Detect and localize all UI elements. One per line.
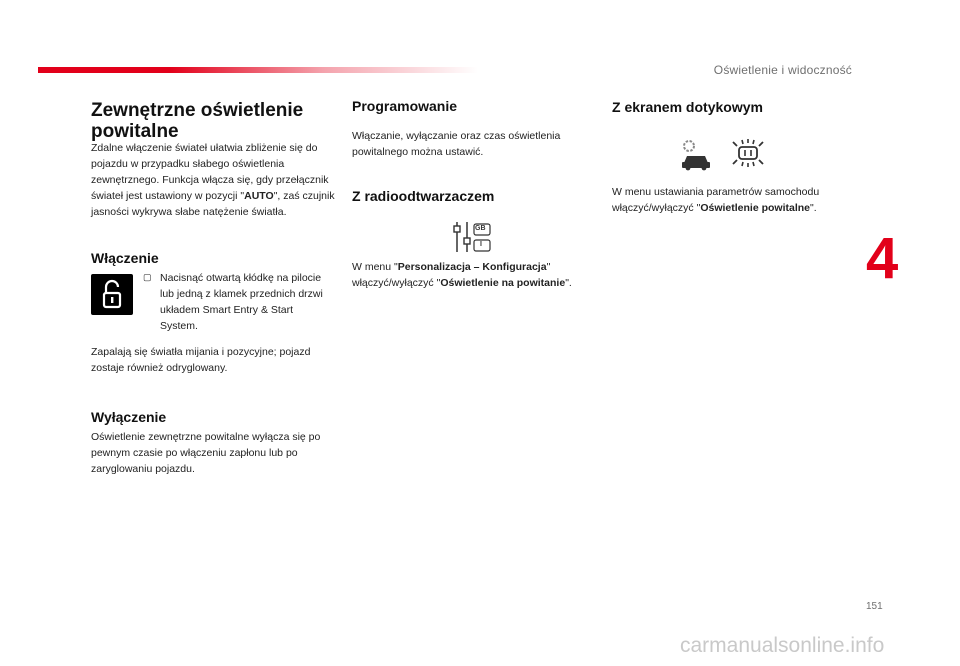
on-instruction: Nacisnąć otwartą kłódkę na pilocie lub jedną z klamek przednich drzwi układem Smart Entry & Start System. (160, 272, 323, 332)
touchscreen-text: W menu ustawiania parametrów samochodu włączyć/wyłączyć "Oświetlenie powitalne". (612, 186, 820, 214)
page-number: 151 (866, 601, 883, 612)
auto-label: AUTO (244, 190, 274, 202)
radio-heading: Z radioodtwarzaczem (352, 188, 495, 204)
lighting-icon (730, 138, 766, 168)
on-heading: Włączenie (91, 250, 159, 266)
car-settings-icon (678, 137, 714, 171)
bullet-square-icon: ▢ (143, 272, 152, 282)
settings-sliders-icon (450, 220, 495, 254)
chapter-number: 4 (866, 226, 899, 291)
padlock-open-icon (91, 274, 133, 315)
radio-icon-label-bottom: I (480, 241, 482, 248)
section-title: Oświetlenie i widoczność (713, 63, 852, 77)
programming-heading: Programowanie (352, 98, 458, 114)
radio-text: W menu "Personalizacja – Konfiguracja" włączyć/wyłączyć "Oświetlenie na powitanie". (352, 261, 572, 289)
touchscreen-heading: Z ekranem dotykowym (612, 99, 763, 115)
header-red-bar (38, 67, 478, 73)
off-heading: Wyłączenie (91, 409, 167, 425)
programming-text: Włączanie, wyłączanie oraz czas oświetlenia powitalnego można ustawić. (352, 130, 561, 158)
intro-paragraph: Zdalne włączenie świateł ułatwia zbliżenie się do pojazdu w przypadku słabego oświetlenia zewnętrznego. Funkcja włącza się, gdy przełącznik świateł jest ustawiony w pozycji "AUTO", zaś czujnik jasności wykrywa słabe natężenie światła. (91, 142, 335, 218)
watermark: carmanualsonline.info (680, 634, 885, 657)
off-text: Oświetlenie zewnętrzne powitalne wyłącza się po pewnym czasie po włączeniu zapłonu lub po zaryglowaniu pojazdu. (91, 431, 321, 475)
page-title: Zewnętrzne oświetlenie powitalne (91, 100, 304, 142)
radio-icon-label-top: GB (475, 225, 486, 232)
on-result: Zapalają się światła mijania i pozycyjne; pojazd zostaje również odryglowany. (91, 346, 311, 374)
